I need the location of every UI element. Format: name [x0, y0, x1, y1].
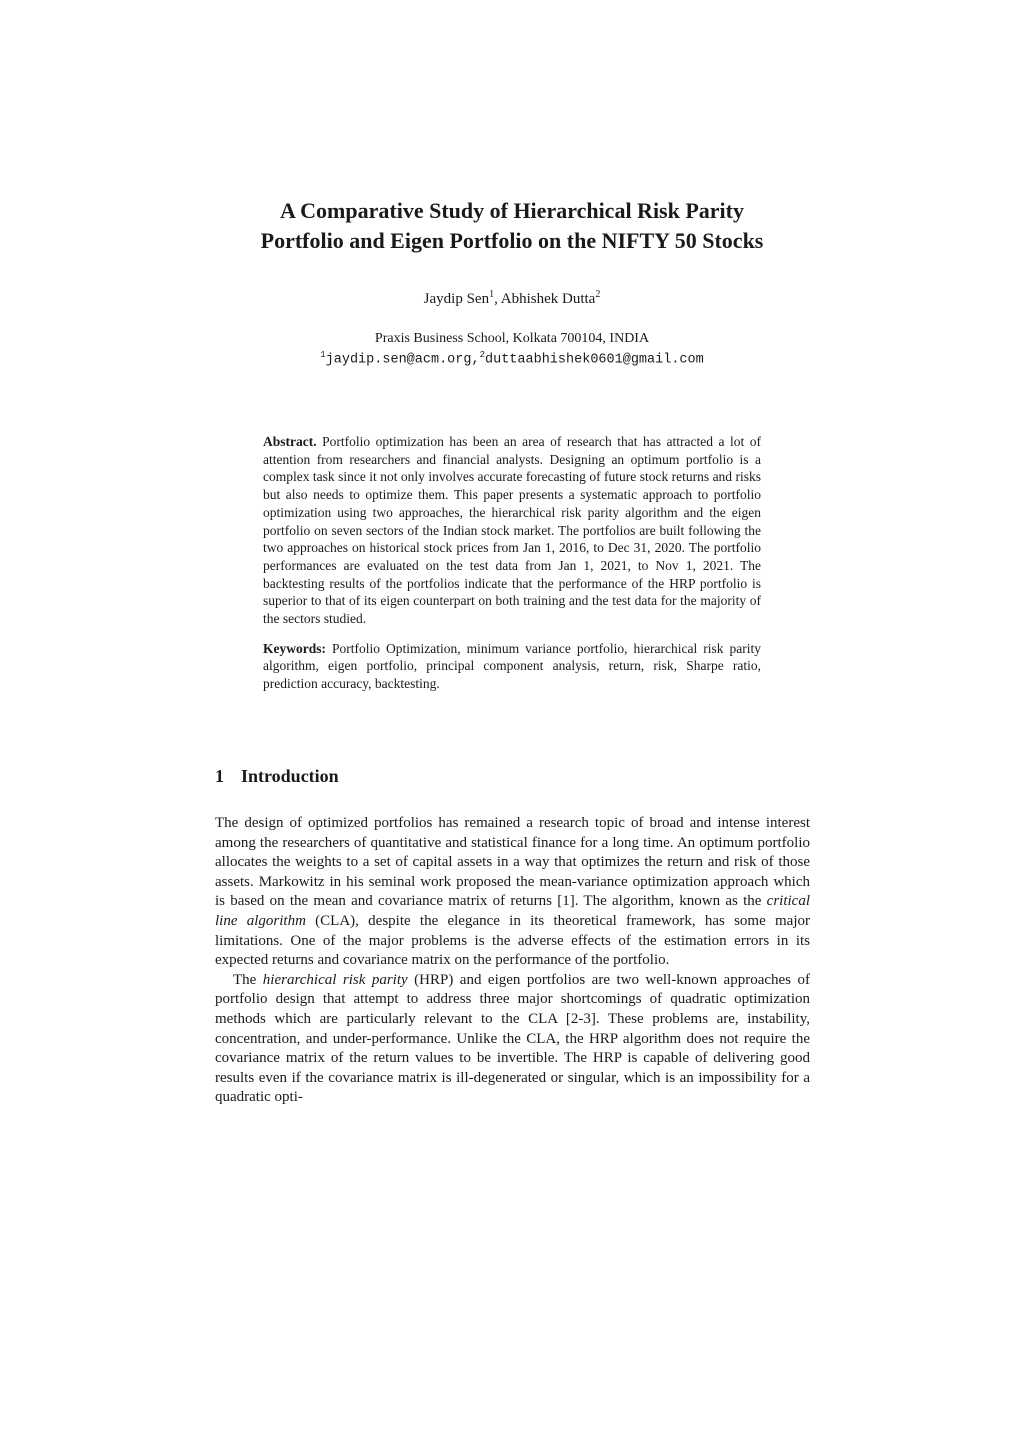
abstract-label: Abstract.: [263, 434, 317, 449]
abstract: [263, 433, 761, 628]
paragraph-1-text-b: (CLA), despite the elegance in its theoretical framework, has some major limitations. One of the major problems is the adverse effects of the estimation errors in its expected returns and covariance matrix on the performance of the portfolio.: [215, 912, 810, 969]
affiliation-block: [150, 330, 874, 369]
paragraph-2: [215, 971, 810, 1108]
author-2-affil-mark: 2: [595, 289, 601, 300]
paragraph-2-text-a: The: [233, 971, 263, 988]
author-list: [150, 289, 874, 308]
paragraph-1-emphasis: critical line algorithm: [215, 893, 810, 929]
author-1-affil-mark: 1: [489, 289, 495, 300]
section-heading: [215, 766, 815, 787]
affiliation: Praxis Business School, Kolkata 700104, INDIA: [374, 331, 650, 346]
abstract-text: Portfolio optimization has been an area of research that has attracted a lot of attention from researchers and financial analysts. Designing an optimum portfolio is a complex task since it not only involves accurate forecasting of future stock returns and risks but also needs to optimize them. This paper presents a systematic approach to portfolio optimization using two approaches, the hierarchical risk parity algorithm and the eigen portfolio on seven sectors of the Indian stock market. The portfolios are built following the two approaches on historical stock prices from Jan 1, 2016, to Dec 31, 2020. The portfolio performances are evaluated on the test data from Jan 1, 2021, to Nov 1, 2021. The backtesting results of the portfolios indicate that the performance of the HRP portfolio is superior to that of its eigen counterpart on both training and the test data for the majority of the sectors studied.: [263, 434, 762, 627]
section-body: [215, 814, 810, 1108]
keywords-label: Keywords:: [263, 640, 326, 656]
email-2-mark: 2: [479, 350, 485, 360]
paragraph-2-emphasis: hierarchical risk parity: [262, 971, 408, 988]
paragraph-2-text-b: (HRP) and eigen portfolios are two well-known approaches of portfolio design that attempt to address three major shortcomings of quadratic optimization methods which are particularly relevant to the CLA [2-3]. These problems are, instability, concentration, and under-performance. Unlike the CLA, the HRP algorithm does not require the covariance matrix of the return values to be invertible. The HRP is capable of delivering good results even if the covariance matrix is ill-degenerated or singular, which is an impossibility for a quadratic opti-: [215, 971, 810, 1106]
section-number: 1: [215, 766, 224, 786]
author-1: Jaydip Sen: [423, 291, 490, 307]
keywords: [263, 640, 761, 693]
keywords-text: Portfolio Optimization, minimum variance portfolio, hierarchical risk parity algorithm, eigen portfolio, principal component analysis, return, risk, Sharpe ratio, prediction accuracy, backtesting.: [263, 640, 761, 692]
author-separator: ,: [494, 291, 501, 307]
paragraph-1-text-a: The design of optimized portfolios has remained a research topic of broad and intense interest among the researchers of quantitative and statistical finance for a long time. An optimum portfolio allocates the weights to a set of capital assets in a way that optimizes the return and risk of those assets. Markowitz in his seminal work proposed the mean-variance optimization approach which is based on the mean and covariance matrix of returns [1]. The algorithm, known as the: [215, 815, 810, 910]
abstract-block: [263, 433, 761, 693]
title-line-2: Portfolio and Eigen Portfolio on the NIFTY 50 Stocks: [260, 228, 764, 253]
author-emails: [150, 347, 874, 369]
email-2: duttaabhishek0601@gmail.com: [485, 352, 704, 368]
email-1-mark: 1: [320, 350, 326, 360]
paper-title: [150, 196, 874, 256]
section-title: Introduction: [241, 766, 339, 786]
title-line-1: A Comparative Study of Hierarchical Risk Parity: [280, 198, 744, 223]
author-2: Abhishek Dutta: [500, 291, 596, 307]
paragraph-1: [215, 814, 810, 971]
email-1: jaydip.sen@acm.org,: [325, 352, 480, 368]
